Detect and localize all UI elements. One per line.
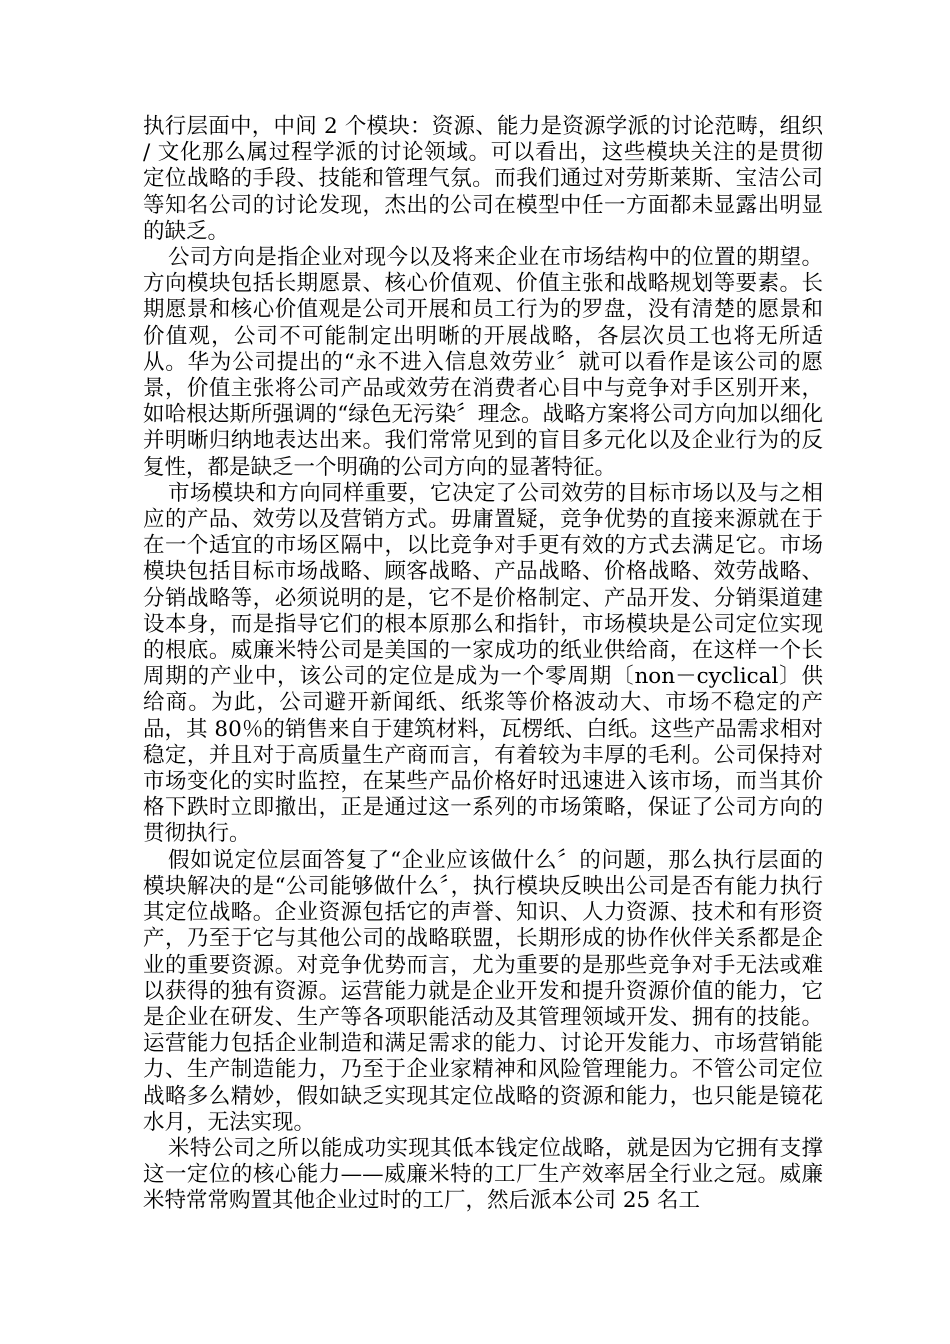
paragraph-execution-layer: 执行层面中，中间 2 个模块：资源、能力是资源学派的讨论范畴，组织 / 文化那么属过程学派的讨论领域。可以看出，这些模块关注的是贯彻定位战略的手段、技能和管理气氛。而我们通过对劳斯莱斯、宝洁公司等知名公司的讨论发现，杰出的公司在模型中任一方面都未显露出明显的缺乏。: [143, 114, 823, 244]
document-page: [143, 114, 823, 1215]
paragraph-core-capability: 米特公司之所以能成功实现其低本钱定位战略，就是因为它拥有支撑这一定位的核心能力——威廉米特的工厂生产效率居全行业之冠。威廉米特常常购置其他企业过时的工厂，然后派本公司 25 名工: [143, 1135, 823, 1214]
paragraph-company-direction: 公司方向是指企业对现今以及将来企业在市场结构中的位置的期望。方向模块包括长期愿景、核心价值观、价值主张和战略规划等要素。长期愿景和核心价值观是公司开展和员工行为的罗盘，没有清楚的愿景和价值观，公司不可能制定出明晰的开展战略，各层次员工也将无所适从。华为公司提出的“永不进入信息效劳业〞就可以看作是该公司的愿景，价值主张将公司产品或效劳在消费者心目中与竞争对手区别开来，如哈根达斯所强调的“绿色无污染〞理念。战略方案将公司方向加以细化并明晰归纳地表达出来。我们常常见到的盲目多元化以及企业行为的反复性，都是缺乏一个明确的公司方向的显著特征。: [143, 245, 823, 480]
paragraph-execution-module: 假如说定位层面答复了“企业应该做什么〞的问题，那么执行层面的模块解决的是“公司能够做什么〞，执行模块反映出公司是否有能力执行其定位战略。企业资源包括它的声誉、知识、人力资源、技术和有形资产，乃至于它与其他公司的战略联盟，长期形成的协作伙伴关系都是企业的重要资源。对竞争优势而言，尤为重要的是那些竞争对手无法或难以获得的独有资源。运营能力就是企业开发和提升资源价值的能力，它是企业在研发、生产等各项职能活动及其管理领域开发、拥有的技能。运营能力包括企业制造和满足需求的能力、讨论开发能力、市场营销能力、生产制造能力，乃至于企业家精神和风险管理能力。不管公司定位战略多么精妙，假如缺乏实现其定位战略的资源和能力，也只能是镜花水月，无法实现。: [143, 847, 823, 1135]
paragraph-market-module: 市场模块和方向同样重要，它决定了公司效劳的目标市场以及与之相应的产品、效劳以及营销方式。毋庸置疑，竞争优势的直接来源就在于在一个适宜的市场区隔中，以比竞争对手更有效的方式去满足它。市场模块包括目标市场战略、顾客战略、产品战略、价格战略、效劳战略、分销战略等，必须说明的是，它不是价格制定、产品开发、分销渠道建设本身，而是指导它们的根本原那么和指针，市场模块是公司定位实现的根底。威廉米特公司是美国的一家成功的纸业供给商，在这样一个长周期的产业中，该公司的定位是成为一个零周期〔non－cyclical〕供给商。为此，公司避开新闻纸、纸浆等价格波动大、市场不稳定的产品，其 80％的销售来自于建筑材料，瓦楞纸、白纸。这些产品需求相对稳定，并且对于高质量生产商而言，有着较为丰厚的毛利。公司保持对市场变化的实时监控，在某些产品价格好时迅速进入该市场，而当其价格下跌时立即撤出，正是通过这一系列的市场策略，保证了公司方向的贯彻执行。: [143, 480, 823, 847]
